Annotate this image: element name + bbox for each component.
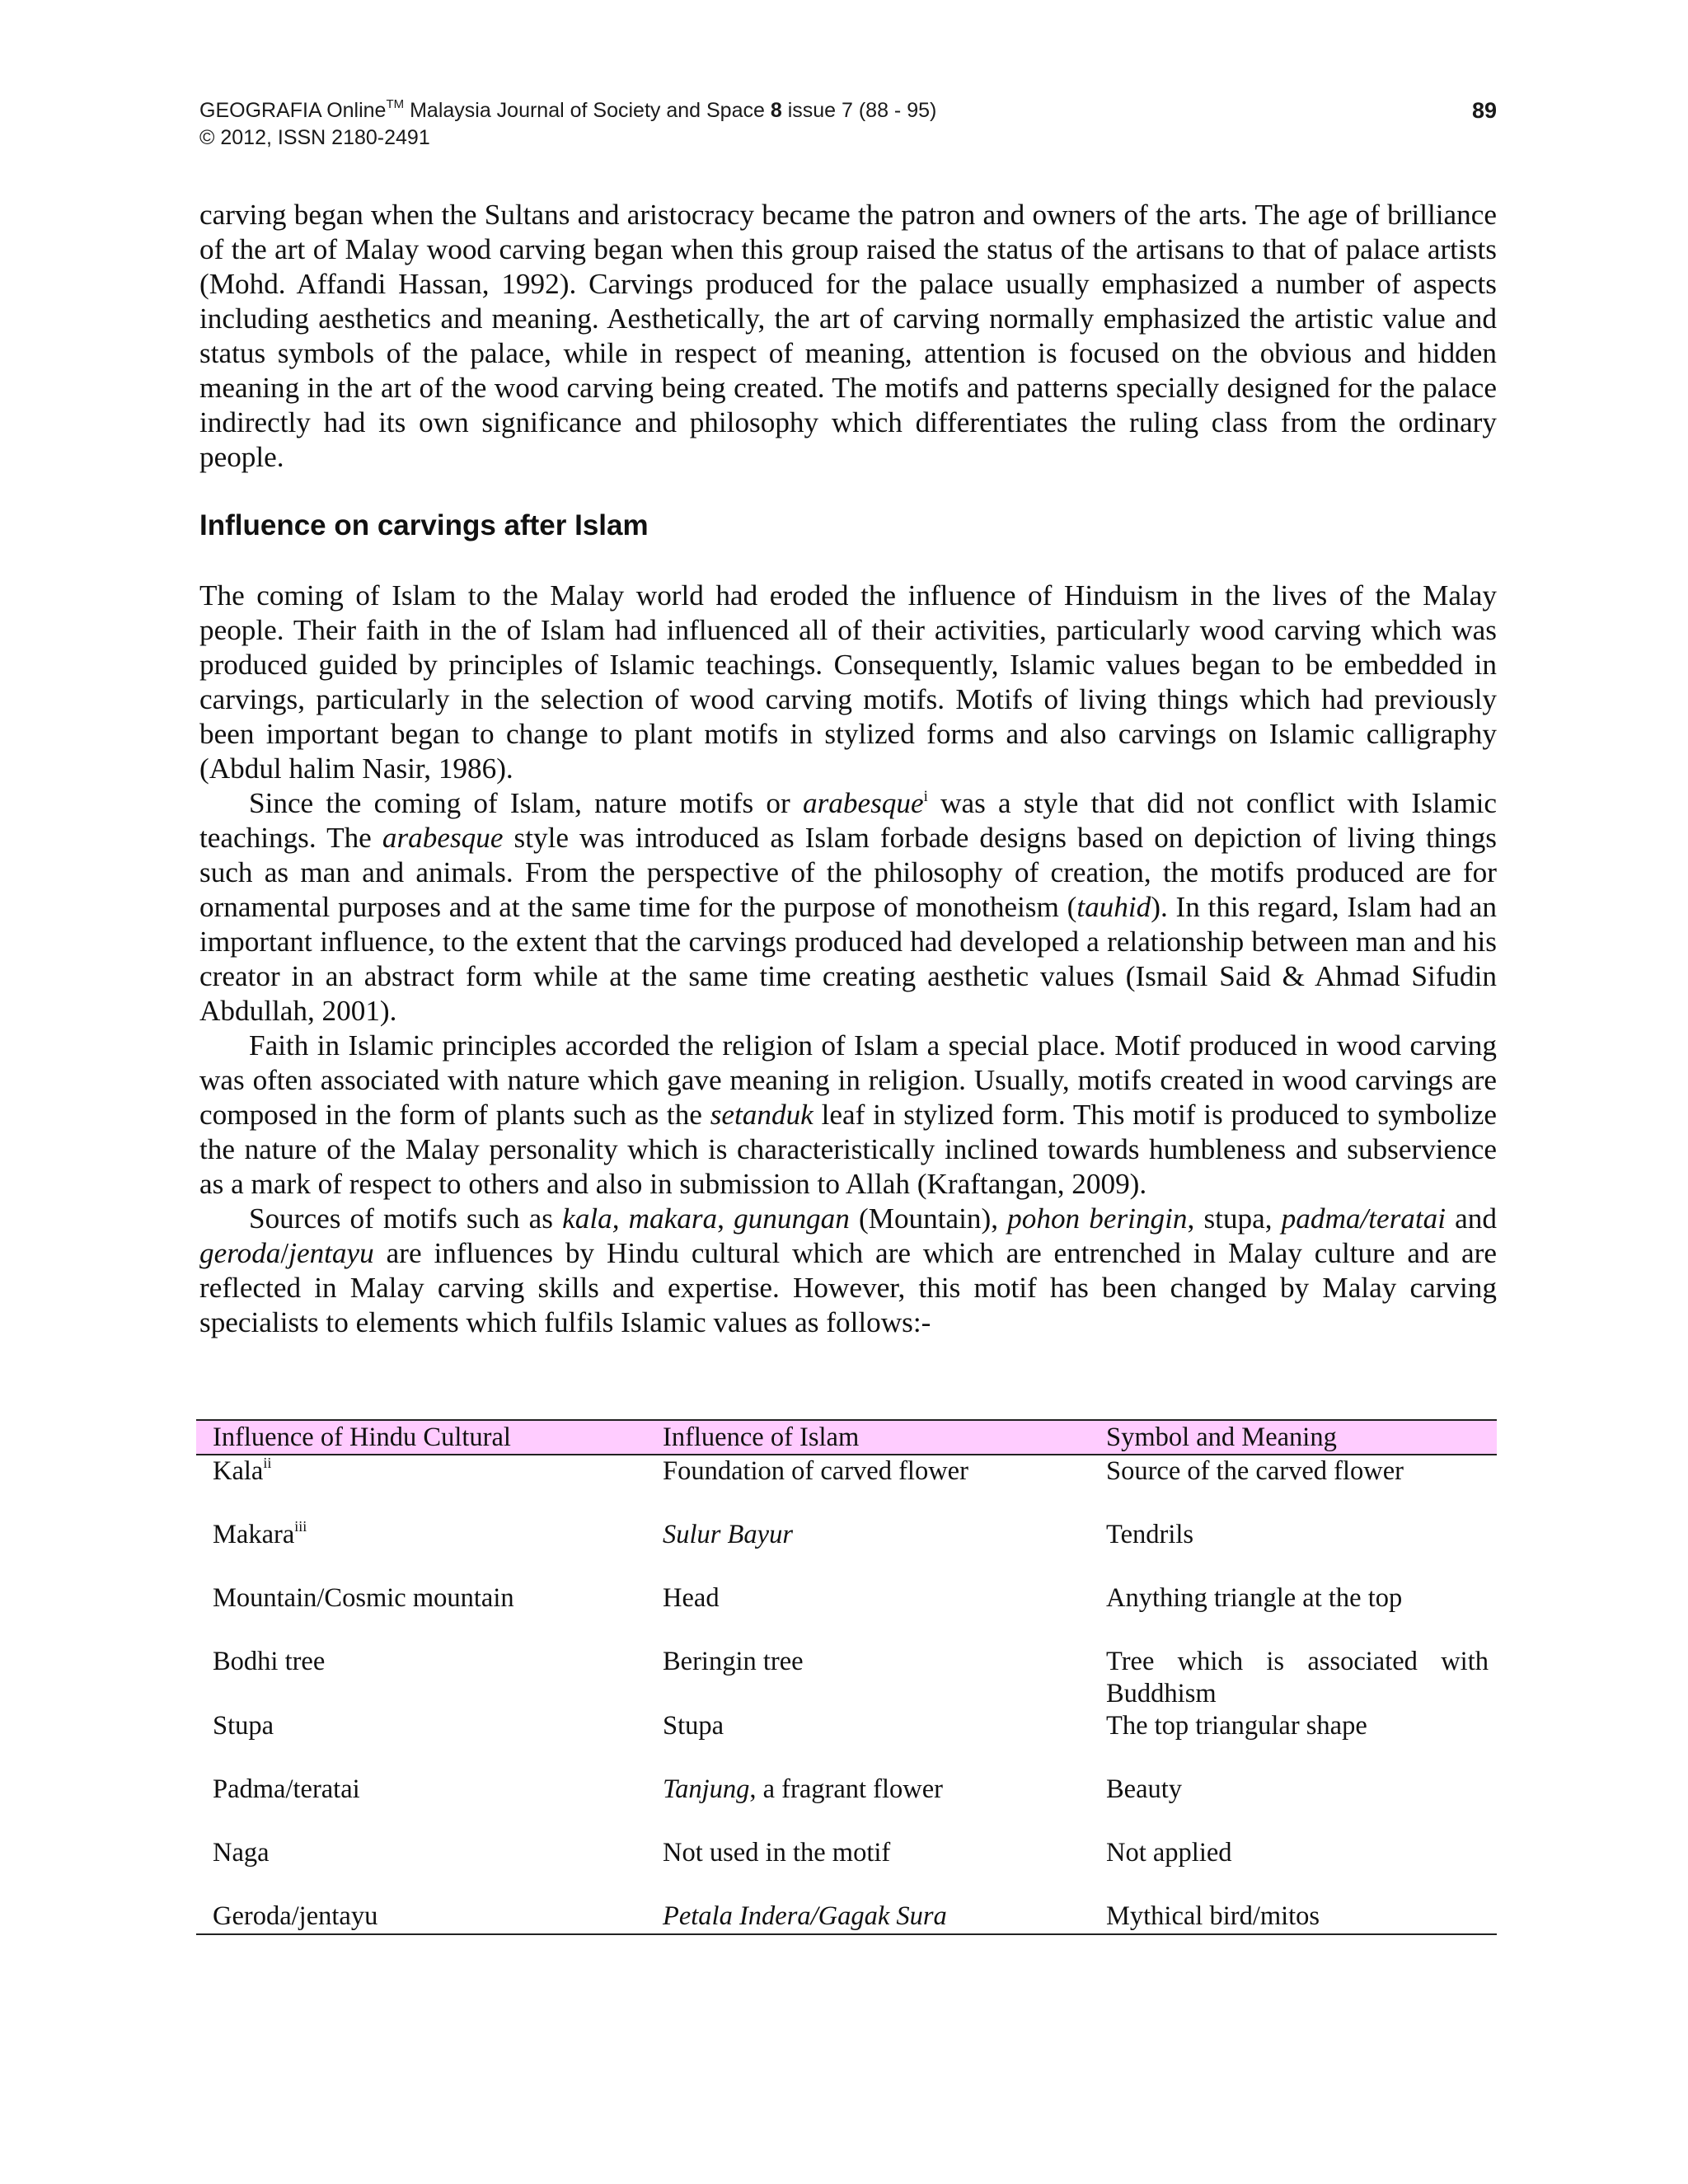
paragraph-4: Sources of motifs such as kala, makara, gunungan (Mountain), pohon beringin, stupa, padma/teratai and geroda/jentayu are influences by Hindu cultural which are which are entrenched in Malay culture and are reflected in Malay carving skills and expertise. However, this motif has been changed by Malay carving specialists to elements which fulfils Islamic values as follows:-	[199, 1202, 1497, 1338]
paragraph-2: Since the coming of Islam, nature motifs or arabesque$^i$ was a style that did not conflict with Islamic teachings. The arabesque style was introduced as Islam forbade designs based on depiction of living things such as man and animals. From the perspective of the philosophy of creation, the motifs produced are for ornamental purposes and at the same time for the purpose of monotheism (tauhid). In this regard, Islam had an important influence, to the extent that the carvings produced had developed a relationship between man and his creator in an abstract form while at the same time creating aesthetic values (Ismail Said & Ahmad Sifudin Abdullah, 2001).	[199, 787, 1497, 1027]
column-header: Symbol and Meaning	[1090, 1420, 1497, 1455]
cell-meaning: Tendrils	[1106, 1520, 1194, 1549]
copyright-line: © 2012, ISSN 2180-2491	[199, 126, 430, 149]
term-tauhid: tauhid	[1076, 891, 1151, 923]
cell-meaning: The top triangular shape	[1106, 1711, 1367, 1741]
table-header-row	[196, 1420, 1497, 1455]
trademark: TM	[386, 97, 405, 111]
cell-meaning: Anything triangle at the top	[1106, 1583, 1403, 1613]
page-number: 89	[1471, 98, 1497, 123]
cell-islam: Not used in the motif	[663, 1838, 891, 1868]
table-row	[196, 1837, 1497, 1900]
section-heading: Influence on carvings after Islam	[199, 509, 649, 541]
endnote-ref-iii: iii	[294, 1518, 307, 1535]
cell-hindu: Naga	[213, 1838, 270, 1868]
column-header: Influence of Hindu Cultural	[196, 1420, 646, 1455]
journal-subtitle: Malaysia Journal of Society and Space	[404, 99, 771, 122]
running-header	[199, 97, 1497, 152]
table-row	[196, 1774, 1497, 1837]
table-row	[196, 1519, 1497, 1582]
paragraph-3: Faith in Islamic principles accorded the religion of Islam a special place. Motif produced in wood carving was often associated with nature which gave meaning in religion. Usually, motifs created in wood carvings are composed in the form of plants such as the setanduk leaf in stylized form. This motif is produced to symbolize the nature of the Malay personality which is characteristically inclined towards humbleness and subservience as a mark of respect to others and also in submission to Allah (Kraftangan, 2009).	[199, 1029, 1498, 1200]
cell-islam: Petala Indera/Gagak Sura	[646, 1900, 1090, 1934]
cell-hindu: Stupa	[213, 1711, 274, 1741]
cell-islam: Stupa	[663, 1711, 724, 1741]
cell-hindu: Mountain/Cosmic mountain	[213, 1583, 514, 1613]
term-arabesque: arabesque	[802, 787, 924, 819]
column-header: Influence of Islam	[646, 1420, 1090, 1455]
term-setanduk: setanduk	[710, 1099, 814, 1131]
endnote-ref-ii: ii	[263, 1455, 272, 1471]
cell-meaning: Beauty	[1106, 1774, 1183, 1804]
journal-title-line	[199, 97, 1497, 124]
motif-influence-table	[196, 1419, 1497, 1935]
intro-block	[199, 198, 1497, 475]
cell-meaning: Not applied	[1106, 1838, 1232, 1868]
table-row	[196, 1710, 1497, 1774]
cell-hindu: Kala$^{ii}$	[213, 1455, 272, 1486]
cell-islam: Head	[663, 1583, 720, 1613]
cell-islam: Tanjung, a fragrant flower	[663, 1774, 943, 1804]
cell-islam: Foundation of carved flower	[663, 1456, 968, 1486]
term-arabesque: arabesque	[382, 822, 504, 854]
cell-hindu: Padma/teratai	[213, 1774, 360, 1804]
issue-pages: issue 7 (88 - 95)	[781, 99, 937, 122]
cell-meaning: Source of the carved flower	[1106, 1456, 1404, 1486]
endnote-ref-i: i	[923, 788, 928, 805]
cell-islam: Beringin tree	[663, 1647, 804, 1676]
table-row	[196, 1900, 1497, 1934]
intro-paragraph: carving began when the Sultans and aristocracy became the patron and owners of the arts. The age of brilliance of the art of Malay wood carving began when this group raised the status of the artisans to that of palace artists (Mohd. Affandi Hassan, 1992). Carvings produced for the palace usually emphasized a number of aspects including aesthetics and meaning. Aesthetically, the art of carving normally emphasized the artistic value and status symbols of the palace, while in respect of meaning, attention is focused on the obvious and hidden meaning in the art of the wood carving being created. The motifs and patterns specially designed for the palace indirectly had its own significance and philosophy which differentiates the ruling class from the ordinary people.	[199, 199, 1497, 473]
table-row	[196, 1582, 1497, 1646]
cell-meaning: Tree which is associated with Buddhism	[1106, 1647, 1489, 1708]
section-body	[199, 579, 1497, 1340]
volume-number: 8	[770, 99, 782, 122]
journal-name: GEOGRAFIA Online	[199, 99, 387, 122]
cell-meaning: Mythical bird/mitos	[1090, 1900, 1497, 1934]
cell-hindu: Geroda/jentayu	[196, 1900, 646, 1934]
table-row	[196, 1455, 1497, 1519]
paragraph-1: The coming of Islam to the Malay world had eroded the influence of Hinduism in the lives of the Malay people. Their faith in the of Islam had influenced all of their activities, particularly wood carving which was produced guided by principles of Islamic teachings. Consequently, Islamic values began to be embedded in carvings, particularly in the selection of wood carving motifs. Motifs of living things which had previously been important began to change to plant motifs in stylized forms and also carvings on Islamic calligraphy (Abdul halim Nasir, 1986).	[199, 579, 1497, 785]
cell-islam: Sulur Bayur	[663, 1520, 793, 1549]
cell-hindu: Makara$^{iii}$	[213, 1518, 307, 1549]
cell-hindu: Bodhi tree	[213, 1647, 326, 1676]
table-row	[196, 1646, 1497, 1710]
